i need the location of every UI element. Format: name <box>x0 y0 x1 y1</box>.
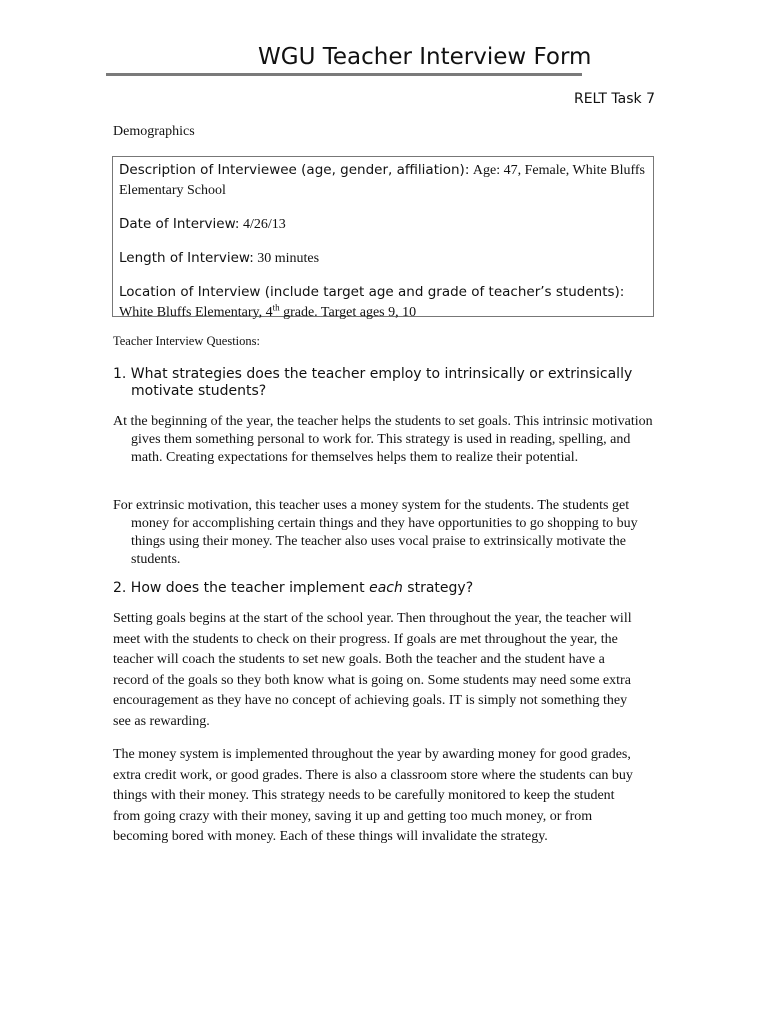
answer-2-money: The money system is implemented throughout the year by awarding money for good grades, extra credit work, or good grades. There is also a classroom store where the students can buy things with their money. This strategy needs to be carefully monitored to keep the student from going crazy with their money, saving it up and getting too much money, or from becoming bored with money. Each of these things will invalidate the strategy. <box>113 747 633 844</box>
length-label: Length of Interview: <box>119 250 254 266</box>
length-value: 30 minutes <box>257 251 320 266</box>
description-value: Age: 47, Female, White Bluffs Elementary School <box>119 163 645 198</box>
answer-1-intrinsic: At the beginning of the year, the teacher helps the students to set goals. This intrinsic motivation gives them something personal to work for. This strategy is used in reading, spelling, and math. Creating expectations for themselves helps them to realize their potential. <box>113 414 653 465</box>
location-label: Location of Interview (include target age and grade of teacher’s students): <box>119 284 625 300</box>
task-label: RELT Task 7 <box>573 91 655 107</box>
answer-1-extrinsic: For extrinsic motivation, this teacher uses a money system for the students. The students get money for accomplishing certain things and they have opportunities to go shopping to buy things using their money. The teacher also uses vocal praise to extrinsically motivate the students. <box>113 498 638 567</box>
location-value: White Bluffs Elementary, 4th grade. Target ages 9, 10 <box>119 302 417 320</box>
date-value: 4/26/13 <box>242 217 286 232</box>
questions-heading: Teacher Interview Questions: <box>113 334 260 348</box>
question-1: 1. What strategies does the teacher employ to intrinsically or extrinsically motivate students? <box>113 366 633 399</box>
length-field <box>119 248 647 269</box>
question-2: 2. How does the teacher implement each strategy? <box>113 580 474 596</box>
date-field <box>119 214 647 235</box>
demographics-box <box>112 156 654 320</box>
demographics-heading: Demographics <box>113 124 195 139</box>
description-label: Description of Interviewee (age, gender, affiliation): <box>119 162 470 178</box>
location-field <box>119 282 647 323</box>
description-field <box>119 160 647 201</box>
answer-2-goals: Setting goals begins at the start of the school year. Then throughout the year, the teacher will meet with the students to check on their progress. If goals are met throughout the year, the teacher will coach the students to set new goals. Both the teacher and the student have a record of the goals so they both know what is going on. Some students may need some extra encouragement as they have no concept of achieving goals. IT is simply not something they see as rewarding. <box>113 611 632 729</box>
date-label: Date of Interview: <box>119 216 240 232</box>
document-title: WGU Teacher Interview Form <box>258 44 592 70</box>
title-underline <box>106 73 582 76</box>
